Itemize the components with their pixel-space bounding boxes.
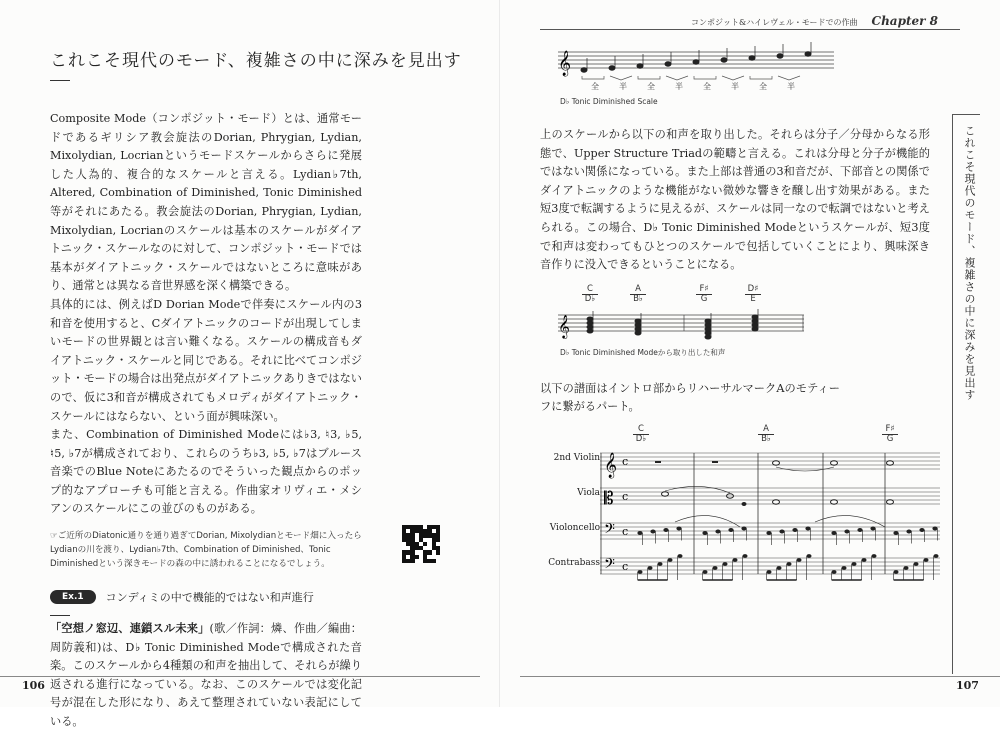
note-head (723, 562, 728, 566)
paragraph: 上のスケールから以下の和声を取り出した。それらは分子／分母からなる形態で、Upper Structure Triadの範疇と言える。これは分母と分子が機能的ではない関係になっている。また上部は普通の3和音だが、下部音との関係でダイアトニックのような機能がない微妙な響きを醸し出す効果がある。また短3度で転調するように見えるが、スケールは同一なので転調ではないと考えられる。この場合、D♭ Tonic Diminished Modeというスケールが、短3度で和声は変わってもひとつのスケールで包括していくことにより、興味深き音作りに没入できるということになる。 (540, 128, 930, 272)
note-head (742, 502, 747, 506)
note-head (650, 529, 655, 533)
side-title: これこそ現代のモード、複雑さの中に深みを見出す (963, 125, 976, 401)
note-head (741, 526, 746, 530)
chord-symbol (882, 425, 898, 444)
instrument-label: 2nd Violin (553, 452, 600, 463)
note-head (705, 323, 711, 327)
treble-clef-icon: 𝄞 (558, 51, 572, 76)
body-text (50, 110, 362, 519)
interval-bracket (694, 76, 716, 79)
note-head (663, 528, 668, 532)
note-head (635, 319, 641, 323)
slur (815, 516, 885, 527)
chord-lower: B♭ (761, 433, 771, 444)
whole-note (887, 461, 894, 465)
time-signature: c (622, 454, 629, 468)
note-head (635, 327, 641, 331)
note-head (852, 562, 857, 566)
rest (655, 461, 661, 463)
chord-lower: G (886, 433, 894, 444)
note-head (638, 570, 643, 574)
slur (675, 516, 740, 527)
note-head (587, 325, 593, 329)
interval-bracket (610, 76, 632, 80)
note-head (637, 531, 642, 535)
note-head (924, 558, 929, 562)
interval-bracket (778, 76, 800, 80)
left-column (50, 110, 362, 732)
note-head (648, 566, 653, 570)
scale-step-label: 半 (619, 82, 627, 91)
note-head (581, 68, 587, 72)
note-head (668, 558, 673, 562)
time-signature: c (622, 524, 629, 538)
note-head (777, 54, 783, 58)
note-head (870, 526, 875, 530)
note-head (703, 570, 708, 574)
note-head (779, 529, 784, 533)
whole-note (662, 492, 669, 496)
scale-step-label: 全 (647, 82, 655, 91)
chord-upper: C (633, 425, 649, 435)
note-head (587, 329, 593, 333)
footer-rule (0, 676, 480, 677)
title-rule (50, 80, 70, 81)
scale-step-label: 半 (731, 82, 739, 91)
note-head (919, 528, 924, 532)
note-head (893, 531, 898, 535)
interval-bracket (750, 76, 772, 79)
chord-symbol (633, 425, 649, 444)
footer-rule (520, 676, 1000, 677)
note-head (832, 570, 837, 574)
instrument-label: Viola (577, 487, 600, 498)
note-head (766, 531, 771, 535)
note-head (792, 528, 797, 532)
example-header (50, 589, 362, 605)
chord-symbol (758, 425, 774, 444)
scale-step-label: 全 (703, 82, 711, 91)
score-figure (540, 425, 930, 583)
note-head (665, 62, 671, 66)
note-head (702, 531, 707, 535)
paragraph: 具体的には、例えばD Dorian Modeで伴奏にスケール内の3和音を使用すると、Cダイアトニックのコードが出現してしまいモードの世界観とは言い難くなる。スケールの構成音もダイアトニック・スケールと同じである。それに比べてコンポジット・モードの場合は出発点がダイアトニックありきではないので、仮に3和音が構成されてもメロディがダイアトニック・スケールにはならない、という面が興味深い。 (50, 297, 362, 423)
note-head (752, 315, 758, 319)
example-badge: Ex.1 (50, 590, 96, 604)
left-page (0, 0, 500, 729)
note-head (831, 531, 836, 535)
note-head (844, 529, 849, 533)
score (600, 447, 940, 582)
note-head (721, 58, 727, 62)
note-head (857, 528, 862, 532)
note-head (715, 529, 720, 533)
qr-code[interactable] (402, 525, 440, 563)
page-number: 107 (956, 679, 979, 692)
note-head (862, 558, 867, 562)
clef-icon: 𝄞 (604, 452, 618, 478)
note-head (587, 321, 593, 325)
note-head (713, 566, 718, 570)
note-head (805, 52, 811, 56)
note-head (705, 319, 711, 323)
paragraph: Composite Mode（コンポジット・モード）とは、通常モードであるギリシア教会旋法のDorian, Phrygian, Lydian, Mixolydian, Locrianというモードスケールからさらに発展した人為的、複合的なスケールと言える。Lydian♭7th, Altered, Combination of Diminished, Tonic Diminished等がそれにあたる。教会旋法のDorian, Phrygian, Lydian, Mixolydian, Locrianのスケールは基本のスケールがダイアトニック・スケールなのに対して、コンポジット・モードでは基本がダイアトニック・スケールではないところに意味があり、通常とは異なる音世界感を深く構築できる。 (50, 112, 362, 293)
chord-staff (558, 305, 808, 345)
note-head (749, 56, 755, 60)
running-header (691, 14, 938, 28)
note-head (752, 323, 758, 327)
note-head (705, 327, 711, 331)
chord-lower: D♭ (584, 293, 596, 304)
note-head (787, 562, 792, 566)
right-column (540, 126, 930, 583)
chord-upper: C (582, 285, 598, 295)
note-head (635, 323, 641, 327)
paragraph: 以下の譜面はイントロ部からリハーサルマークAのモティーフに繋がるパート。 (540, 381, 840, 414)
scale-step-label: 全 (591, 82, 599, 91)
chapter-label: Chapter 8 (871, 14, 938, 28)
whole-note (831, 461, 838, 465)
note-head (914, 562, 919, 566)
note-head (906, 529, 911, 533)
chord-symbol (745, 285, 761, 304)
chord-lower: B♭ (633, 293, 643, 304)
chord-symbol (582, 285, 598, 304)
chord-figure (540, 285, 930, 345)
whole-note (773, 461, 780, 465)
chord-upper: A (758, 425, 774, 435)
note-head (842, 566, 847, 570)
whole-note (773, 500, 780, 504)
time-signature: c (622, 489, 629, 503)
clef-icon: 𝄢 (604, 520, 615, 541)
instrument-label: Violoncello (549, 522, 600, 533)
right-page (500, 0, 1000, 707)
interval-bracket (666, 76, 688, 80)
interval-bracket (638, 76, 660, 79)
note-head (609, 66, 615, 70)
note-head (678, 554, 683, 558)
interval-bracket (722, 76, 744, 80)
note-head (807, 554, 812, 558)
note-head (894, 570, 899, 574)
chord-lower: D♭ (635, 433, 647, 444)
example-description: (歌／作詞：燐、作曲／編曲：周防義和)は、D♭ Tonic Diminished Modeで構成された音楽。このスケールから4種類の和声を抽出して、それらが繰り返される進行になっている。なお、このスケールでは変化記号が混在した形になり、あえて整理されていない表記にしている。 (50, 622, 362, 729)
note-head (805, 526, 810, 530)
note-head (637, 64, 643, 68)
note-head (728, 528, 733, 532)
note-head (743, 554, 748, 558)
note-head (934, 554, 939, 558)
chord-symbol (696, 285, 712, 304)
header-rule (540, 29, 960, 30)
note-head (733, 558, 738, 562)
chord-upper: F♯ (882, 425, 898, 435)
note-head (705, 331, 711, 335)
song-title: 「空想ノ窓辺、連鎖スル未来」 (50, 622, 210, 636)
page-number: 106 (22, 679, 45, 692)
chord-lower: E (750, 293, 756, 304)
example-title: コンディミの中で機能的ではない和声進行 (105, 591, 314, 605)
chord-symbol (630, 285, 646, 304)
header-title: コンポジット&ハイレヴェル・モードでの作曲 (691, 18, 858, 27)
whole-note (887, 500, 894, 504)
note-head (658, 562, 663, 566)
note-head (752, 319, 758, 323)
whole-note (831, 500, 838, 504)
side-tab (952, 114, 980, 674)
scale-caption: D♭ Tonic Diminished Scale (560, 97, 658, 106)
scale-step-label: 半 (787, 82, 795, 91)
note-head (932, 526, 937, 530)
note-head (797, 558, 802, 562)
chord-caption: D♭ Tonic Diminished Modeから取り出した和声 (560, 347, 726, 357)
note-head (587, 317, 593, 321)
chord-upper: A (630, 285, 646, 295)
chord-upper: D♯ (745, 285, 761, 295)
scale-step-label: 半 (675, 82, 683, 91)
note-head (705, 335, 711, 339)
chord-upper: F♯ (696, 285, 712, 295)
svg-text:𝄞: 𝄞 (558, 313, 570, 338)
instrument-label: Contrabass (548, 557, 600, 568)
note-head (693, 60, 699, 64)
side-note: ☞ご近所のDiatonic通りを通り過ぎてDorian, Mixolydianとモード畑に入ったらLydianの川を渡り、Lydian♭7th、Combination of Diminished、Tonic Diminishedという深きモードの森の中に誘われることになるでしょう。 (50, 531, 362, 570)
note-head (635, 331, 641, 335)
note-head (904, 566, 909, 570)
paragraph: また、Combination of Diminished Modeには♭3, ♮3, ♭5, ♮5, ♭7が構成されており、これらのうち♭3, ♭5, ♭7はブルース音楽でのBlue Noteにあたるのでそういった観点からのポップ的なアプローチも可能と言える。作曲家オリヴィエ・メシアンのスケールにこの並びのものがある。 (50, 428, 362, 516)
time-signature: c (622, 559, 629, 573)
note-head (676, 526, 681, 530)
clef-icon: 𝄡 (604, 488, 614, 509)
interval-bracket (582, 76, 604, 79)
clef-icon: 𝄢 (604, 555, 615, 576)
example-rule (50, 615, 70, 616)
note-head (752, 327, 758, 331)
note-head (777, 566, 782, 570)
note-head (767, 570, 772, 574)
note-head (872, 554, 877, 558)
page-title: これこそ現代のモード、複雑さの中に深みを見出す (50, 51, 462, 71)
rest (712, 461, 718, 463)
scale-step-label: 全 (759, 82, 767, 91)
chord-lower: G (700, 293, 708, 304)
